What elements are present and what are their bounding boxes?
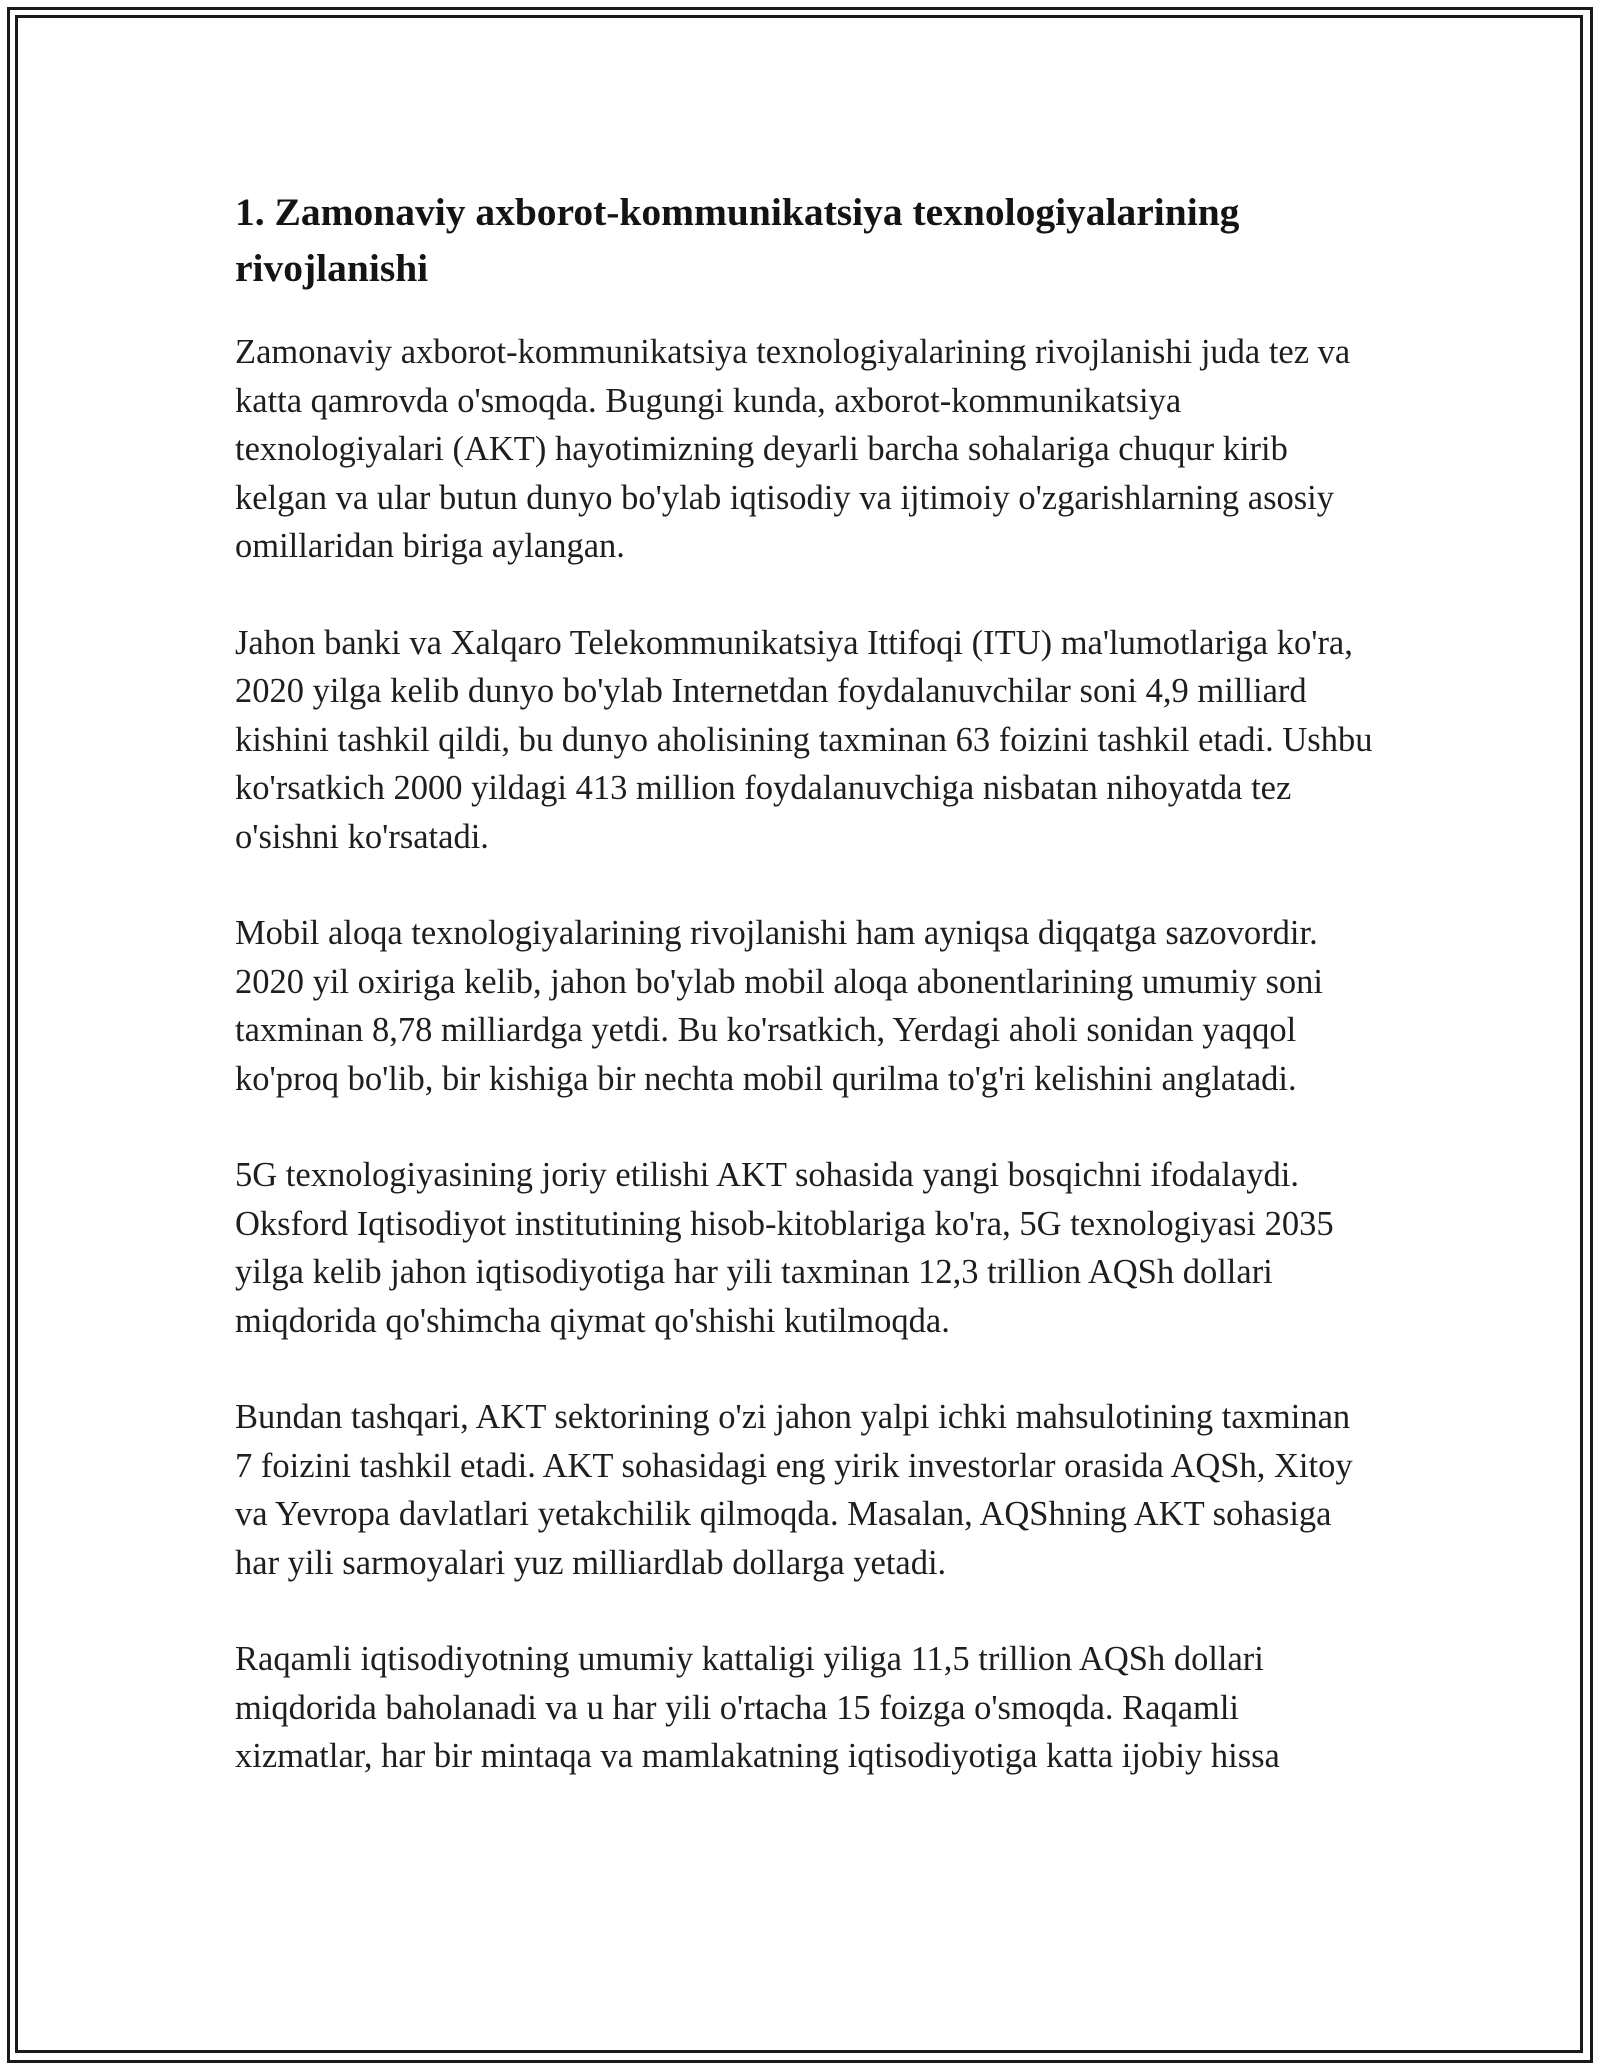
paragraph-2: Jahon banki va Xalqaro Telekommunikatsiya Ittifoqi (ITU) ma'lumotlariga ko'ra, 2020 yilga kelib dunyo bo'ylab Internetdan foydalanuvchilar soni 4,9 milliard kishini tashkil qildi, bu dunyo aholisining taxminan 63 foizini tashkil etadi. Ushbu ko'rsatkich 2000 yildagi 413 million foydalanuvchiga nisbatan nihoyatda tez o'sishni ko'rsatadi. [235,623,1373,856]
paragraph-6: Raqamli iqtisodiyotning umumiy kattaligi yiliga 11,5 trillion AQSh dollari miqdorida baholanadi va u har yili o'rtacha 15 foizga o'smoqda. Raqamli xizmatlar, har bir mintaqa va mamlakatning iqtisodiyotiga katta ijobiy hissa [235,1640,1280,1775]
paragraph-5: Bundan tashqari, AKT sektorining o'zi jahon yalpi ichki mahsulotining taxminan 7 foizini tashkil etadi. AKT sohasidagi eng yirik investorlar orasida AQSh, Xitoy va Yevropa davlatlari yetakchilik qilmoqda. Masalan, AQShning AKT sohasiga har yili sarmoyalari yuz milliardlab dollarga yetadi. [235,1398,1353,1582]
document-body [235,184,1375,1829]
paragraph-4: 5G texnologiyasining joriy etilishi AKT sohasida yangi bosqichni ifodalaydi. Oksford Iqtisodiyot institutining hisob-kitoblariga ko'ra, 5G texnologiyasi 2035 yilga kelib jahon iqtisodiyotiga har yili taxminan 12,3 trillion AQSh dollari miqdorida qo'shimcha qiymat qo'shishi kutilmoqda. [235,1156,1334,1340]
paragraph-3: Mobil aloqa texnologiyalarining rivojlanishi ham ayniqsa diqqatga sazovordir. 2020 yil oxiriga kelib, jahon bo'ylab mobil aloqa abonentlarining umumiy soni taxminan 8,78 milliardga yetdi. Bu ko'rsatkich, Yerdagi aholi sonidan yaqqol ko'proq bo'lib, bir kishiga bir nechta mobil qurilma to'g'ri kelishini anglatadi. [235,914,1324,1098]
paragraph-1: Zamonaviy axborot-kommunikatsiya texnologiyalarining rivojlanishi juda tez va katta qamrovda o'smoqda. Bugungi kunda, axborot-kommunikatsiya texnologiyalari (AKT) hayotimizning deyarli barcha sohalariga chuqur kirib kelgan va ular butun dunyo bo'ylab iqtisodiy va ijtimoiy o'zgarishlarning asosiy omillaridan biriga aylangan. [235,333,1351,565]
section-heading: 1. Zamonaviy axborot-kommunikatsiya texnologiyalarining rivojlanishi [235,190,1240,290]
